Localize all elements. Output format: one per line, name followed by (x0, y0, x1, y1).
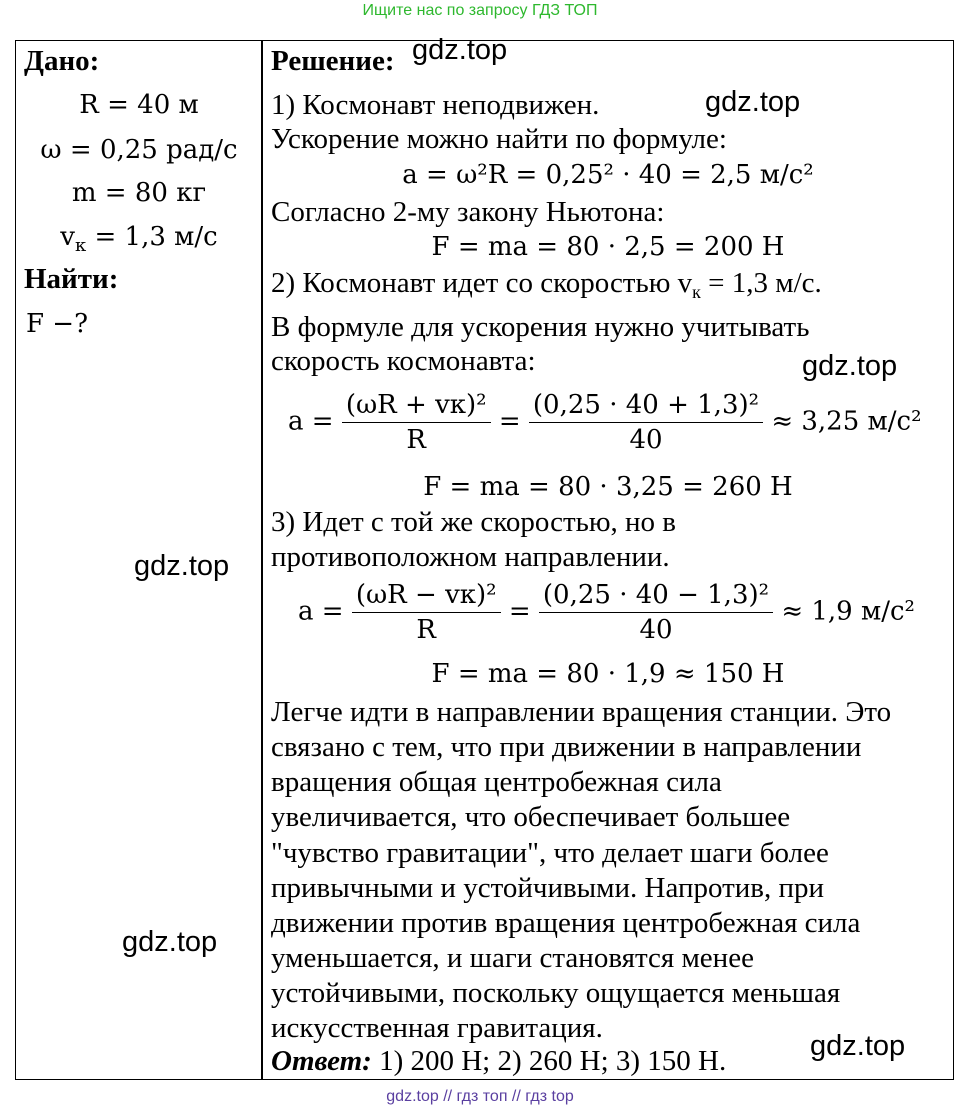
given-heading: Дано: (24, 45, 100, 77)
formula3-fraction-numeric (539, 578, 773, 647)
solution-step1-title: 1) Космонавт неподвижен. (271, 89, 600, 121)
answer-text: 1) 200 Н; 2) 260 Н; 3) 150 Н. (371, 1045, 727, 1077)
solution-heading: Решение: (271, 45, 395, 77)
formula2-result: ≈ 3,25 м/с² (771, 406, 922, 437)
explanation-line: искусственная гравитация. (271, 1012, 603, 1044)
solution-step2-note-1: В формуле для ускорения нужно учитывать (271, 311, 810, 343)
formula-acceleration-3 (298, 578, 915, 647)
given-omega: ω = 0,25 рад/с (40, 135, 238, 165)
explanation-line: вращения общая центробежная сила (271, 766, 722, 798)
formula-force-1: F = ma = 80 · 2,5 = 200 Н (431, 232, 785, 262)
explanation-line: движении против вращения центробежная сила (271, 907, 861, 939)
formula2-denominator-numeric: 40 (629, 425, 663, 455)
watermark: gdz.top (134, 550, 230, 582)
given-velocity (20, 220, 258, 263)
given-velocity-value: = 1,3 м/с (86, 222, 218, 252)
formula3-denominator: R (416, 615, 436, 645)
formula2-equals: = (498, 406, 521, 437)
formula-force-3: F = ma = 80 · 1,9 ≈ 150 Н (431, 659, 785, 689)
watermark: gdz.top (810, 1030, 906, 1062)
formula3-numerator: (ωR − vк)² (352, 578, 501, 613)
given-velocity-symbol: v (60, 222, 75, 252)
formula-acceleration-2 (288, 388, 922, 457)
solution-newton-text: Согласно 2-му закону Ньютона: (271, 196, 665, 228)
explanation-line: увеличивается, что обеспечивает большее (271, 801, 791, 833)
formula2-fraction-symbolic (342, 388, 491, 457)
formula3-lhs: a = (298, 596, 344, 627)
explanation-line: "чувство гравитации", что делает шаги более (271, 837, 829, 869)
answer (271, 1044, 726, 1078)
formula3-denominator-numeric: 40 (639, 615, 673, 645)
formula3-fraction-symbolic (352, 578, 501, 647)
formula3-numerator-numeric: (0,25 · 40 − 1,3)² (539, 578, 773, 613)
explanation-line: связано с тем, что при движении в направлении (271, 731, 862, 763)
watermark: gdz.top (412, 34, 508, 66)
solution-step2-subscript: к (692, 282, 701, 302)
explanation-line: привычными и устойчивыми. Напротив, при (271, 872, 825, 904)
explanation-line: Легче идти в направлении вращения станции. Это (271, 696, 892, 728)
formula2-numerator-numeric: (0,25 · 40 + 1,3)² (529, 388, 763, 423)
watermark: gdz.top (802, 350, 898, 382)
solution-step3-title: 3) Идет с той же скоростью, но в (271, 506, 676, 538)
formula3-result: ≈ 1,9 м/с² (781, 596, 915, 627)
solution-step2-value: = 1,3 м/с. (700, 267, 822, 299)
answer-label: Ответ: (271, 1045, 372, 1077)
find-heading: Найти: (24, 263, 119, 295)
formula2-fraction-numeric (529, 388, 763, 457)
solution-step1-text: Ускорение можно найти по формуле: (271, 123, 727, 155)
bottom-banner: gdz.top // гдз топ // гдз top (386, 1088, 574, 1105)
solution-step3-text: противоположном направлении. (271, 541, 670, 573)
formula2-denominator: R (406, 425, 426, 455)
given-velocity-subscript: к (74, 235, 87, 256)
column-divider (261, 40, 263, 1080)
formula3-equals: = (508, 596, 531, 627)
solution-step2-text: 2) Космонавт идет со скоростью v (271, 267, 693, 299)
find-quantity: F −? (26, 309, 89, 339)
given-radius: R = 40 м (79, 90, 199, 120)
explanation-line: устойчивыми, поскольку ощущается меньшая (271, 977, 841, 1009)
watermark: gdz.top (705, 86, 801, 118)
formula-acceleration-1: a = ω²R = 0,25² · 40 = 2,5 м/с² (402, 160, 814, 190)
solution-step2-note-2: скорость космонавта: (271, 345, 536, 377)
top-banner: Ищите нас по запросу ГДЗ ТОП (362, 2, 598, 19)
watermark: gdz.top (122, 926, 218, 958)
solution-step2-title (271, 266, 822, 309)
explanation-line: уменьшается, и шаги становятся менее (271, 942, 754, 974)
formula2-numerator: (ωR + vк)² (342, 388, 491, 423)
formula2-lhs: a = (288, 406, 334, 437)
formula-force-2: F = ma = 80 · 3,25 = 260 Н (423, 472, 793, 502)
given-mass: m = 80 кг (71, 178, 207, 208)
